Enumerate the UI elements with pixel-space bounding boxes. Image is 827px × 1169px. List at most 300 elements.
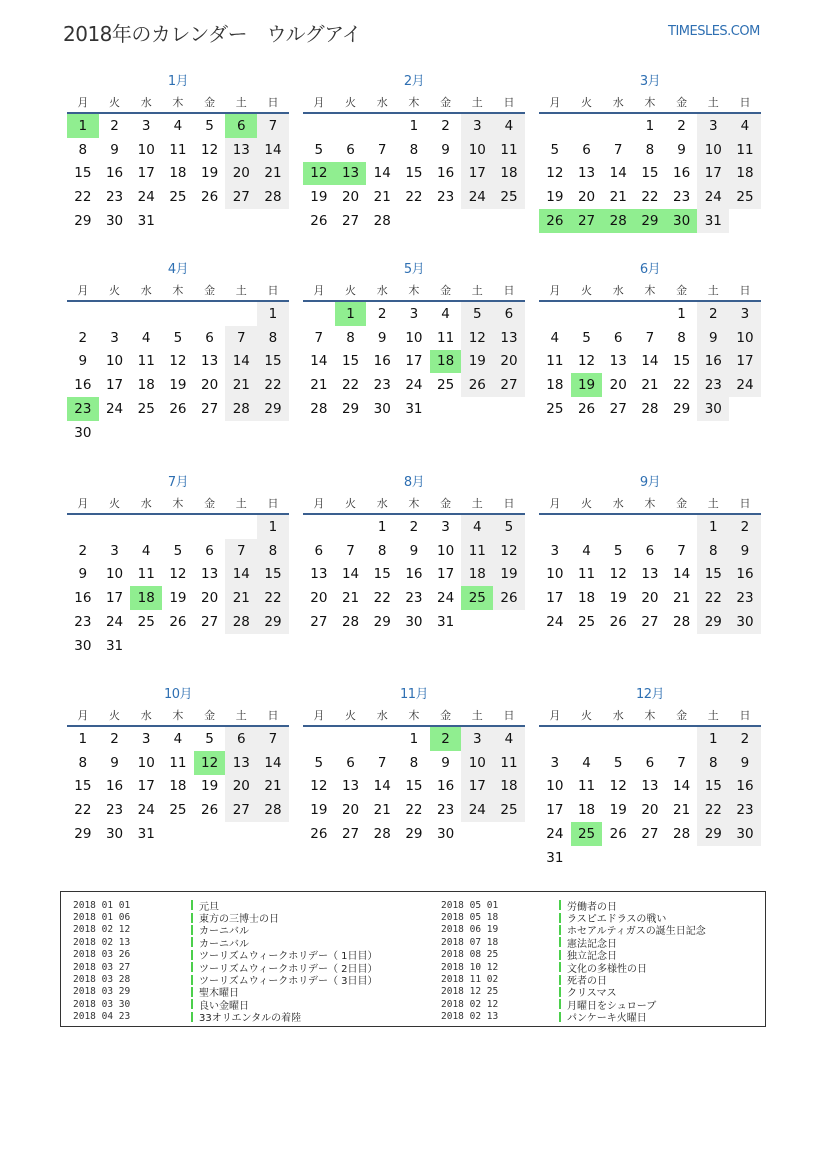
- day-cell: 28: [310, 401, 328, 418]
- day-cell: 5: [613, 542, 623, 559]
- day-cell: 30: [373, 401, 391, 418]
- empty-cell: [99, 515, 131, 539]
- month-3: [539, 72, 761, 233]
- day-cell: 20: [577, 189, 596, 206]
- day-cell: 7: [677, 754, 686, 771]
- holiday-day-cell: 12: [194, 751, 226, 775]
- day-cell: 10: [697, 138, 729, 162]
- empty-cell: [67, 515, 99, 539]
- day-cell: 10: [105, 353, 124, 370]
- day-cell: 13: [341, 778, 360, 795]
- day-cell: 22: [257, 373, 289, 397]
- empty-cell: [430, 397, 462, 421]
- day-cell: 25: [169, 802, 187, 819]
- empty-cell: [194, 421, 226, 445]
- day-grid: [539, 727, 761, 870]
- month-name: 6月: [639, 262, 661, 277]
- weekday-header: [67, 705, 289, 727]
- weekday-label: 月: [549, 284, 561, 297]
- day-cell: 20: [341, 189, 360, 206]
- day-cell: 7: [377, 754, 387, 771]
- day-cell: 24: [461, 798, 493, 822]
- weekday-label: 木: [172, 96, 184, 109]
- holiday-name: 良い金曜日: [199, 1000, 249, 1012]
- empty-cell: [461, 822, 493, 846]
- day-cell: 26: [169, 614, 187, 631]
- weekday-label: 火: [581, 96, 593, 109]
- day-cell: 30: [105, 826, 124, 843]
- day-cell: 19: [201, 165, 219, 182]
- day-cell: 28: [373, 826, 391, 843]
- day-cell: 4: [493, 114, 525, 138]
- day-cell: 26: [201, 802, 219, 819]
- holiday-row: [441, 1011, 706, 1023]
- weekday-label: 日: [267, 709, 279, 722]
- day-cell: 29: [341, 401, 360, 418]
- day-cell: 15: [673, 353, 691, 370]
- day-cell: 29: [697, 822, 729, 846]
- holiday-marker: [191, 925, 193, 935]
- holiday-date: 2018 01 01: [73, 899, 131, 911]
- weekday-label: 金: [204, 284, 216, 297]
- day-cell: 25: [493, 798, 525, 822]
- day-cell: 6: [314, 542, 324, 559]
- day-cell: 23: [105, 802, 124, 819]
- holiday-name: 聖木曜日: [199, 988, 239, 1000]
- weekday-label: 土: [707, 96, 719, 109]
- day-cell: 3: [461, 114, 493, 138]
- empty-cell: [729, 846, 761, 870]
- weekday-label: 日: [503, 709, 515, 722]
- day-cell: 4: [141, 329, 151, 346]
- holiday-day-cell: 12: [303, 162, 335, 186]
- weekday-label: 木: [172, 284, 184, 297]
- day-cell: 10: [546, 566, 564, 583]
- holiday-name: 憲法記念日: [567, 938, 617, 950]
- holiday-date: 2018 02 13: [441, 1011, 499, 1023]
- day-cell: 21: [225, 373, 257, 397]
- day-cell: 3: [697, 114, 729, 138]
- day-cell: 17: [137, 778, 155, 795]
- day-cell: 30: [697, 397, 729, 421]
- weekday-label: 火: [345, 709, 357, 722]
- weekday-label: 月: [549, 709, 561, 722]
- day-cell: 18: [493, 775, 525, 799]
- day-cell: 13: [641, 566, 659, 583]
- day-cell: 6: [493, 302, 525, 326]
- day-cell: 11: [169, 141, 187, 158]
- holiday-date: 2018 01 06: [73, 912, 131, 924]
- day-cell: 15: [641, 165, 659, 182]
- day-cell: 12: [577, 353, 596, 370]
- day-cell: 7: [613, 141, 623, 158]
- weekday-label: 土: [471, 284, 483, 297]
- weekday-label: 木: [408, 284, 420, 297]
- day-cell: 4: [441, 305, 450, 322]
- weekday-header: [303, 705, 525, 727]
- day-cell: 19: [546, 189, 564, 206]
- day-cell: 9: [377, 329, 387, 346]
- day-cell: 5: [314, 754, 324, 771]
- month-name: 3月: [639, 74, 661, 89]
- holiday-date: 2018 03 26: [73, 949, 131, 961]
- day-cell: 17: [105, 590, 124, 607]
- holiday-name: 死者の日: [567, 976, 607, 988]
- day-cell: 9: [441, 141, 450, 158]
- weekday-label: 日: [503, 284, 515, 297]
- day-cell: 3: [110, 329, 119, 346]
- weekday-label: 水: [140, 96, 152, 109]
- day-cell: 6: [225, 727, 257, 751]
- day-cell: 15: [257, 350, 289, 374]
- day-cell: 21: [373, 802, 391, 819]
- day-cell: 10: [546, 778, 564, 795]
- day-cell: 5: [461, 302, 493, 326]
- day-cell: 17: [729, 350, 761, 374]
- empty-cell: [539, 114, 571, 138]
- weekday-label: 金: [676, 709, 688, 722]
- day-cell: 15: [405, 165, 423, 182]
- day-cell: 6: [645, 754, 655, 771]
- day-cell: 7: [257, 727, 289, 751]
- day-cell: 11: [493, 138, 525, 162]
- empty-cell: [257, 421, 289, 445]
- day-cell: 16: [673, 165, 691, 182]
- weekday-label: 日: [267, 284, 279, 297]
- day-cell: 23: [437, 189, 455, 206]
- day-cell: 11: [577, 566, 596, 583]
- day-cell: 8: [78, 754, 88, 771]
- weekday-label: 火: [581, 709, 593, 722]
- day-cell: 26: [609, 614, 627, 631]
- holiday-marker: [559, 900, 561, 910]
- holiday-date: 2018 03 29: [73, 986, 131, 998]
- empty-cell: [99, 421, 131, 445]
- day-cell: 1: [409, 730, 419, 747]
- day-cell: 8: [78, 141, 88, 158]
- day-cell: 10: [437, 542, 455, 559]
- day-grid: [539, 515, 761, 634]
- holiday-date: 2018 06 19: [441, 924, 499, 936]
- day-cell: 21: [609, 189, 627, 206]
- month-name: 12月: [635, 687, 665, 702]
- day-cell: 6: [613, 329, 623, 346]
- empty-cell: [666, 727, 698, 751]
- day-cell: 21: [673, 590, 691, 607]
- weekday-label: 月: [77, 497, 89, 510]
- day-cell: 7: [377, 141, 387, 158]
- weekday-label: 金: [676, 497, 688, 510]
- weekday-label: 日: [267, 96, 279, 109]
- weekday-label: 水: [140, 497, 152, 510]
- empty-cell: [493, 822, 525, 846]
- day-cell: 24: [105, 614, 124, 631]
- holiday-name: ツーリズムウィークホリデー（ 1日目）: [199, 951, 378, 963]
- empty-cell: [697, 846, 729, 870]
- empty-cell: [430, 209, 462, 233]
- day-cell: 16: [697, 350, 729, 374]
- day-cell: 16: [74, 377, 92, 394]
- day-cell: 21: [257, 162, 289, 186]
- day-cell: 16: [105, 778, 124, 795]
- day-cell: 3: [441, 518, 450, 535]
- holiday-day-cell: 30: [666, 209, 698, 233]
- weekday-label: 木: [644, 497, 656, 510]
- day-cell: 24: [461, 185, 493, 209]
- holiday-day-cell: 18: [130, 586, 162, 610]
- empty-cell: [130, 421, 162, 445]
- holiday-name: カーニバル: [199, 938, 249, 950]
- weekday-label: 木: [172, 709, 184, 722]
- weekday-header: [303, 493, 525, 515]
- day-cell: 29: [673, 401, 691, 418]
- month-name: 10月: [163, 687, 193, 702]
- day-cell: 7: [346, 542, 355, 559]
- day-cell: 29: [405, 826, 423, 843]
- day-cell: 25: [137, 401, 155, 418]
- day-cell: 2: [110, 730, 119, 747]
- day-cell: 2: [441, 117, 450, 134]
- day-cell: 20: [641, 590, 659, 607]
- day-cell: 22: [405, 189, 423, 206]
- weekday-label: 火: [109, 709, 121, 722]
- day-cell: 29: [74, 213, 92, 230]
- day-cell: 15: [373, 566, 391, 583]
- day-cell: 27: [493, 373, 525, 397]
- day-cell: 4: [141, 542, 151, 559]
- holiday-day-cell: 1: [335, 302, 367, 326]
- holiday-day-cell: 1: [67, 114, 99, 138]
- weekday-label: 日: [503, 96, 515, 109]
- day-cell: 21: [373, 189, 391, 206]
- day-cell: 15: [341, 353, 360, 370]
- weekday-header: [539, 705, 761, 727]
- day-cell: 13: [201, 566, 219, 583]
- day-cell: 19: [609, 802, 627, 819]
- day-cell: 29: [697, 610, 729, 634]
- day-cell: 27: [225, 798, 257, 822]
- day-cell: 27: [341, 213, 360, 230]
- holiday-marker: [191, 950, 193, 960]
- holiday-day-cell: 26: [539, 209, 571, 233]
- weekday-label: 月: [313, 96, 325, 109]
- holiday-date: 2018 03 30: [73, 998, 131, 1010]
- empty-cell: [729, 209, 761, 233]
- day-cell: 15: [74, 165, 92, 182]
- day-cell: 25: [546, 401, 564, 418]
- weekday-label: 金: [440, 497, 452, 510]
- weekday-label: 火: [109, 284, 121, 297]
- day-cell: 22: [641, 189, 659, 206]
- day-cell: 30: [729, 610, 761, 634]
- day-cell: 5: [493, 515, 525, 539]
- weekday-header: [67, 493, 289, 515]
- day-cell: 26: [201, 189, 219, 206]
- day-cell: 12: [609, 778, 627, 795]
- weekday-label: 土: [707, 284, 719, 297]
- day-cell: 5: [173, 329, 183, 346]
- weekday-label: 月: [77, 96, 89, 109]
- weekday-label: 火: [345, 96, 357, 109]
- day-cell: 3: [550, 542, 560, 559]
- holiday-marker: [191, 962, 193, 972]
- day-cell: 2: [729, 727, 761, 751]
- weekday-label: 木: [644, 96, 656, 109]
- day-grid: [67, 727, 289, 846]
- day-cell: 3: [141, 730, 151, 747]
- weekday-label: 水: [612, 709, 624, 722]
- day-grid: [539, 114, 761, 233]
- day-cell: 7: [257, 114, 289, 138]
- day-cell: 24: [137, 189, 155, 206]
- weekday-label: 日: [739, 709, 751, 722]
- empty-cell: [602, 302, 634, 326]
- weekday-header: [303, 280, 525, 302]
- day-cell: 10: [461, 138, 493, 162]
- day-cell: 10: [105, 566, 124, 583]
- empty-cell: [493, 397, 525, 421]
- empty-cell: [571, 846, 603, 870]
- weekday-label: 土: [235, 709, 247, 722]
- day-cell: 10: [405, 329, 423, 346]
- day-cell: 1: [78, 730, 88, 747]
- holiday-marker: [559, 987, 561, 997]
- day-grid: [67, 114, 289, 233]
- day-cell: 14: [310, 353, 328, 370]
- day-cell: 18: [577, 590, 596, 607]
- day-cell: 30: [74, 637, 92, 654]
- holiday-name: 独立記念日: [567, 951, 617, 963]
- day-cell: 23: [74, 614, 92, 631]
- day-cell: 31: [405, 401, 423, 418]
- holiday-marker: [191, 900, 193, 910]
- day-cell: 13: [310, 566, 328, 583]
- empty-cell: [666, 846, 698, 870]
- day-cell: 26: [493, 586, 525, 610]
- day-cell: 2: [78, 329, 88, 346]
- empty-cell: [257, 634, 289, 658]
- weekday-label: 日: [739, 96, 751, 109]
- day-cell: 4: [729, 114, 761, 138]
- holiday-marker: [559, 950, 561, 960]
- day-cell: 23: [729, 798, 761, 822]
- empty-cell: [194, 302, 226, 326]
- holiday-name: ホセアルティガスの誕生日記念: [567, 926, 706, 938]
- weekday-label: 水: [376, 284, 388, 297]
- site-link[interactable]: TIMESLES.COM: [668, 24, 760, 39]
- weekday-label: 土: [235, 284, 247, 297]
- day-cell: 1: [697, 515, 729, 539]
- day-cell: 1: [677, 305, 686, 322]
- holiday-day-cell: 19: [571, 373, 603, 397]
- empty-cell: [571, 515, 603, 539]
- day-cell: 22: [341, 377, 360, 394]
- day-grid: [67, 302, 289, 445]
- holiday-day-cell: 23: [67, 397, 99, 421]
- holiday-date: 2018 05 01: [441, 899, 499, 911]
- day-cell: 28: [225, 610, 257, 634]
- weekday-label: 土: [471, 96, 483, 109]
- empty-cell: [335, 727, 367, 751]
- day-cell: 21: [310, 377, 328, 394]
- day-cell: 31: [546, 849, 564, 866]
- day-cell: 31: [697, 209, 729, 233]
- day-cell: 27: [641, 614, 659, 631]
- empty-cell: [162, 302, 194, 326]
- holiday-date: 2018 04 23: [73, 1011, 131, 1023]
- day-cell: 11: [577, 778, 596, 795]
- day-cell: 24: [697, 185, 729, 209]
- day-cell: 25: [137, 614, 155, 631]
- empty-cell: [666, 515, 698, 539]
- holiday-date: 2018 02 12: [73, 924, 131, 936]
- day-cell: 25: [169, 189, 187, 206]
- day-cell: 7: [677, 542, 686, 559]
- day-cell: 25: [493, 185, 525, 209]
- empty-cell: [130, 515, 162, 539]
- holiday-marker: [191, 1012, 193, 1022]
- day-cell: 13: [577, 165, 596, 182]
- holiday-name: ツーリズムウィークホリデー（ 3日目）: [199, 976, 378, 988]
- day-cell: 9: [697, 326, 729, 350]
- holiday-column-left: [73, 899, 378, 1023]
- day-cell: 16: [437, 165, 455, 182]
- weekday-header: [303, 92, 525, 114]
- weekday-label: 月: [549, 497, 561, 510]
- day-grid: [303, 114, 525, 233]
- empty-cell: [162, 209, 194, 233]
- day-cell: 3: [110, 542, 119, 559]
- empty-cell: [67, 302, 99, 326]
- day-cell: 30: [405, 614, 423, 631]
- day-cell: 6: [645, 542, 655, 559]
- weekday-header: [67, 92, 289, 114]
- day-cell: 14: [257, 751, 289, 775]
- day-cell: 3: [409, 305, 419, 322]
- holiday-marker: [559, 975, 561, 985]
- day-cell: 8: [257, 326, 289, 350]
- empty-cell: [539, 727, 571, 751]
- day-cell: 29: [373, 614, 391, 631]
- day-cell: 11: [729, 138, 761, 162]
- day-cell: 14: [641, 353, 659, 370]
- empty-cell: [602, 727, 634, 751]
- day-cell: 3: [141, 117, 151, 134]
- empty-cell: [162, 421, 194, 445]
- day-cell: 28: [257, 798, 289, 822]
- day-cell: 1: [257, 515, 289, 539]
- month-1: [67, 72, 289, 233]
- holiday-legend: [60, 891, 766, 1027]
- empty-cell: [225, 209, 257, 233]
- empty-cell: [257, 209, 289, 233]
- day-cell: 24: [405, 377, 423, 394]
- day-cell: 26: [310, 213, 328, 230]
- weekday-label: 日: [267, 497, 279, 510]
- weekday-label: 木: [172, 497, 184, 510]
- day-cell: 10: [461, 751, 493, 775]
- day-cell: 19: [310, 189, 328, 206]
- holiday-day-cell: 18: [430, 350, 462, 374]
- month-2: [303, 72, 525, 233]
- weekday-label: 土: [471, 709, 483, 722]
- empty-cell: [225, 302, 257, 326]
- day-cell: 20: [641, 802, 659, 819]
- day-cell: 1: [257, 302, 289, 326]
- day-cell: 28: [341, 614, 360, 631]
- day-cell: 20: [609, 377, 627, 394]
- day-cell: 12: [609, 566, 627, 583]
